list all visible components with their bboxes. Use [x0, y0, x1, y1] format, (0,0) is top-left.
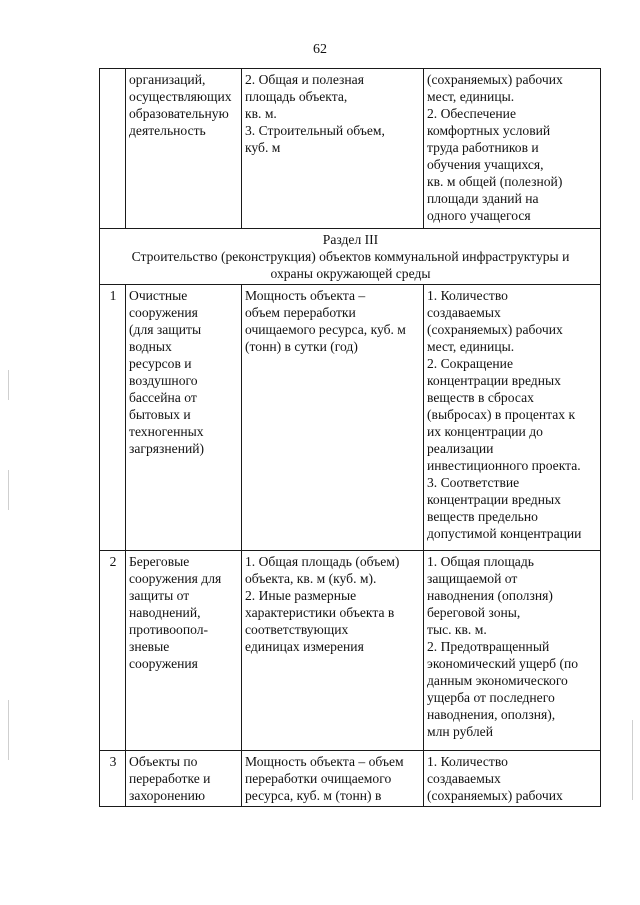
section-title: Раздел III [322, 232, 379, 247]
section-subtitle: охраны окружающей среды [270, 266, 431, 281]
section-header-row [100, 229, 601, 285]
table-row [100, 551, 601, 751]
table-row [100, 285, 601, 551]
indicators-table [99, 68, 601, 807]
capacity-cell: Мощность объекта – объем переработки очищаемого ресурса, куб. м (тонн) в сутки (год) [242, 285, 424, 551]
scan-artifact-left [8, 370, 9, 400]
capacity-cell: Мощность объекта – объем переработки очищаемого ресурса, куб. м (тонн) в [242, 751, 424, 807]
object-name-cell: Береговые сооружения для защиты от наводнений, противоопол- зневые сооружения [126, 551, 242, 751]
indicators-cell: 1. Количество создаваемых (сохраняемых) рабочих [424, 751, 601, 807]
section-header [100, 229, 601, 285]
row-number: 3 [100, 751, 126, 807]
page-number: 62 [313, 42, 327, 57]
capacity-cell: 1. Общая площадь (объем) объекта, кв. м (куб. м). 2. Иные размерные характеристики объекта в соответствующих единицах измерения [242, 551, 424, 751]
object-name-cell: Объекты по переработке и захоронению [126, 751, 242, 807]
row-number [100, 69, 126, 229]
row-number: 2 [100, 551, 126, 751]
capacity-cell: 2. Общая и полезная площадь объекта, кв. м. 3. Строительный объем, куб. м [242, 69, 424, 229]
indicators-cell: (сохраняемых) рабочих мест, единицы. 2. Обеспечение комфортных условий труда работников и обучения учащихся, кв. м общей (полезной) площади зданий на одного учащегося [424, 69, 601, 229]
scan-artifact-left [8, 470, 9, 510]
table-row [100, 751, 601, 807]
table-row [100, 69, 601, 229]
indicators-cell: 1. Общая площадь защищаемой от наводнения (оползня) береговой зоны, тыс. кв. м. 2. Предотвращенный экономический ущерб (по данным экономического ущерба от последнего наводнения, оползня), млн рублей [424, 551, 601, 751]
row-number: 1 [100, 285, 126, 551]
section-subtitle: Строительство (реконструкция) объектов коммунальной инфраструктуры и [131, 249, 570, 264]
indicators-cell: 1. Количество создаваемых (сохраняемых) рабочих мест, единицы. 2. Сокращение концентрации вредных веществ в сбросах (выбросах) в процентах к их концентрации до реализации инвестиционного проекта. 3. Соответствие концентрации вредных веществ предельно допустимой концентрации [424, 285, 601, 551]
object-name-cell: Очистные сооружения (для защиты водных ресурсов и воздушного бассейна от бытовых и техногенных загрязнений) [126, 285, 242, 551]
scan-artifact-right [632, 720, 633, 800]
scan-artifact-left [8, 700, 9, 760]
object-name-cell: организаций, осуществляющих образовательную деятельность [126, 69, 242, 229]
